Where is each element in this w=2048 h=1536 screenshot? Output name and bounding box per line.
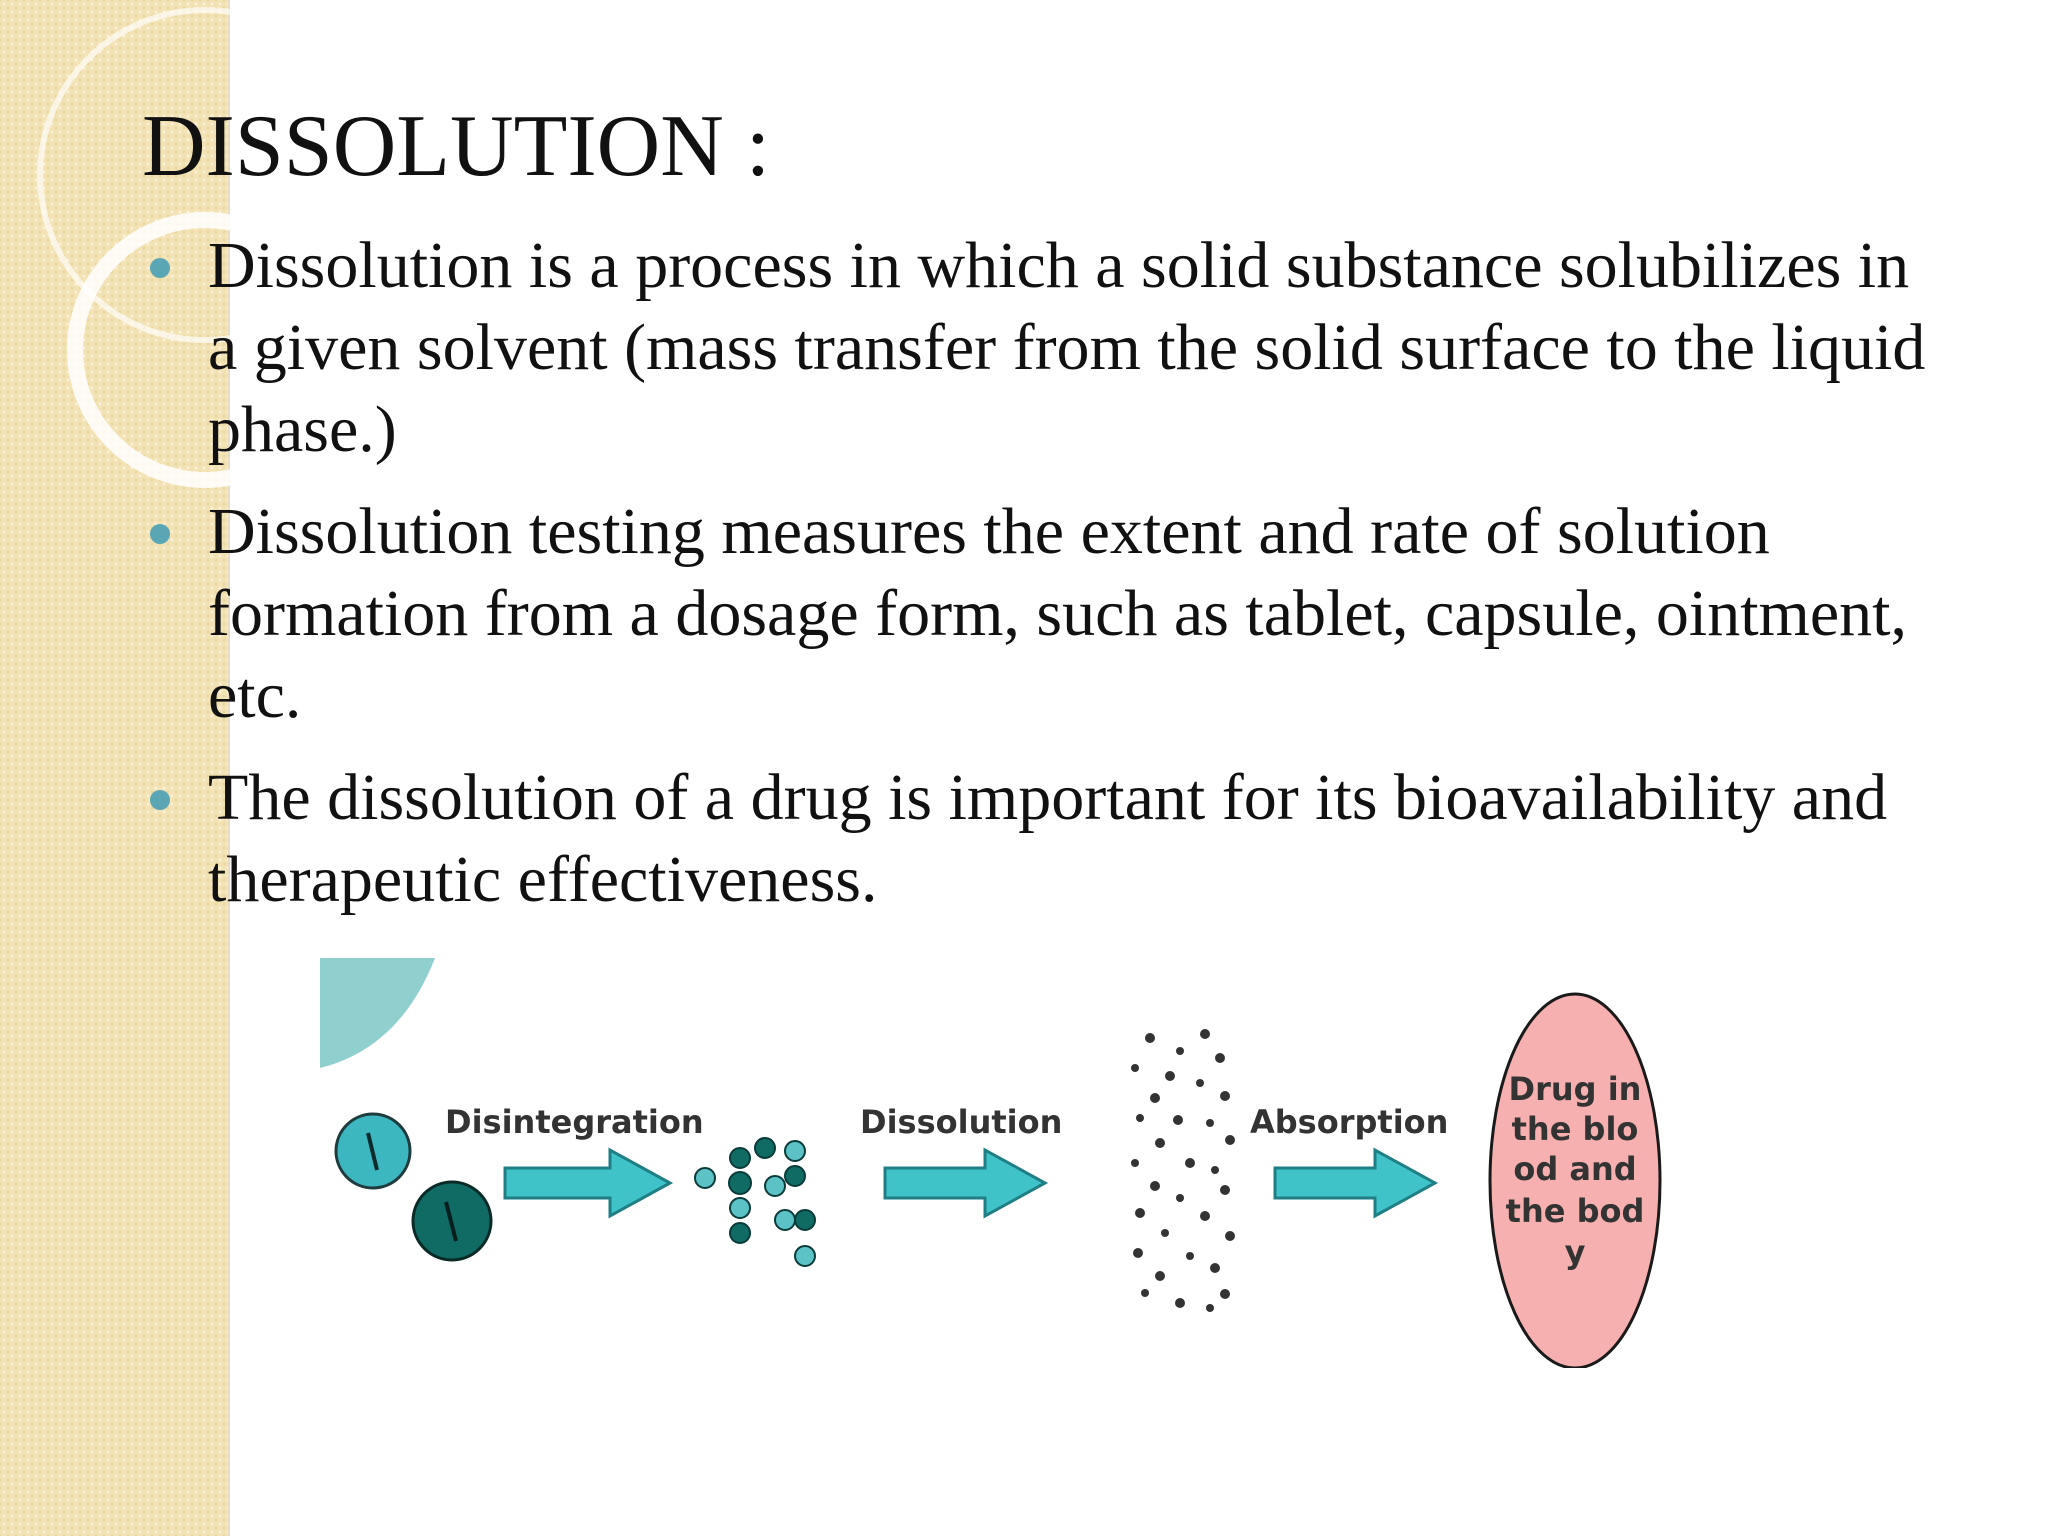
- corner-decoration: [320, 958, 435, 1068]
- arrow-icon: [885, 1150, 1045, 1216]
- step-label-absorption: Absorption: [1250, 1103, 1449, 1141]
- bullet-item: [142, 757, 1942, 921]
- blood-label-line: Drug in: [1508, 1070, 1642, 1108]
- blood-label-line: the bod: [1505, 1192, 1645, 1230]
- step-label-dissolution: Dissolution: [860, 1103, 1063, 1141]
- step-label-disintegration: Disintegration: [445, 1103, 704, 1141]
- tablet-icon: [413, 1182, 491, 1260]
- blood-label-line: the blo: [1511, 1110, 1639, 1148]
- bullet-item: [142, 225, 1942, 471]
- blood-label-line: y: [1564, 1233, 1586, 1271]
- bullet-icon: [150, 524, 170, 544]
- dissolution-process-diagram: [320, 958, 1700, 1368]
- arrow-icon: [1275, 1150, 1435, 1216]
- slide-title: DISSOLUTION :: [142, 98, 771, 195]
- bullet-icon: [150, 258, 170, 278]
- dissolved-particles-icon: [1131, 1029, 1235, 1312]
- bullet-text: Dissolution is a process in which a solid substance solubilizes in a given solvent (mass transfer from the solid surface to the liquid phase.): [208, 229, 1926, 466]
- tablet-icon: [336, 1114, 410, 1188]
- bullet-item: [142, 491, 1942, 737]
- bullet-icon: [150, 790, 170, 810]
- arrow-icon: [505, 1150, 670, 1216]
- bullet-text: Dissolution testing measures the extent and rate of solution formation from a dosage form, such as tablet, capsule, ointment, etc.: [208, 495, 1908, 732]
- granules-icon: [695, 1138, 815, 1266]
- blood-label-line: od and: [1513, 1150, 1637, 1188]
- bullet-text: The dissolution of a drug is important for its bioavailability and therapeutic effectiveness.: [208, 761, 1888, 916]
- bullet-list: [142, 225, 1942, 941]
